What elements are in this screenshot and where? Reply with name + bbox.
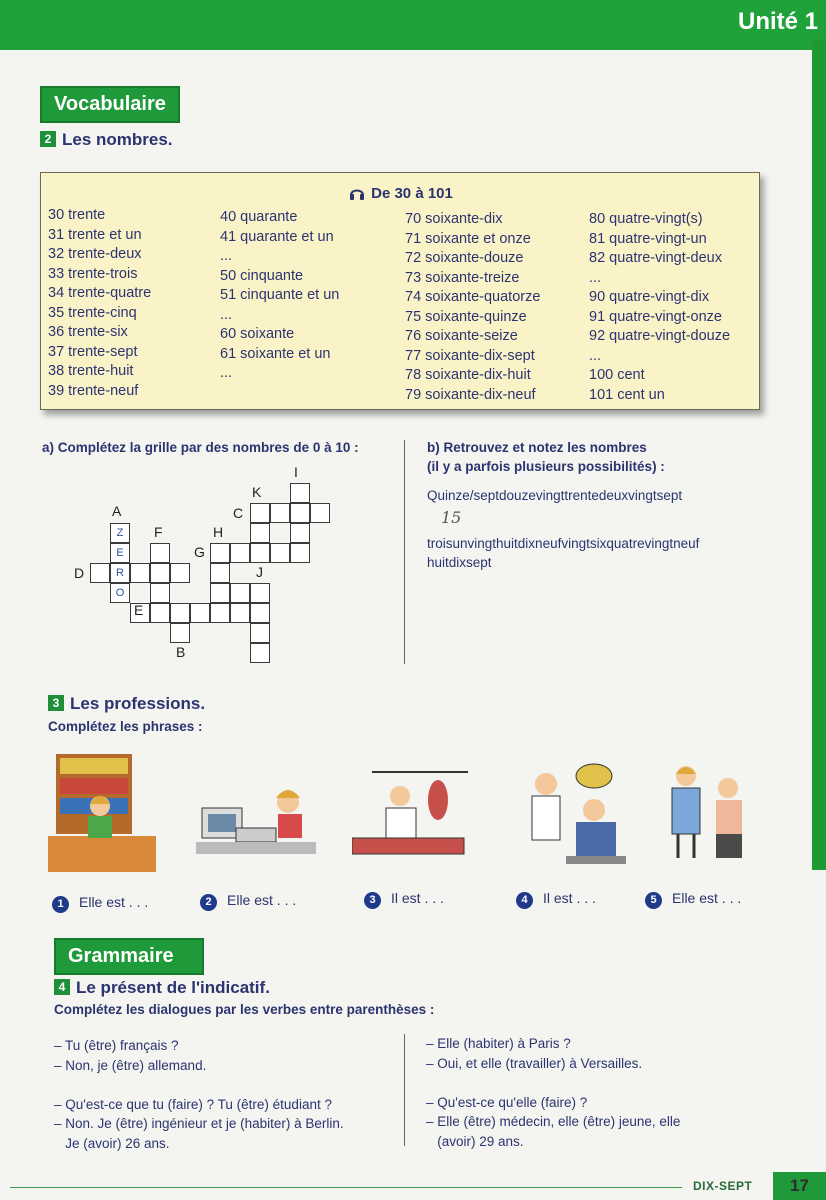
dialogue-line: [426, 1073, 680, 1093]
dialogue-line: – Qu'est-ce que tu (faire) ? Tu (être) étudiant ?: [54, 1096, 332, 1112]
grid-cell[interactable]: [170, 603, 190, 623]
number-string-3: huitdixsept: [427, 555, 492, 570]
grid-cell[interactable]: [170, 623, 190, 643]
grid-cell[interactable]: [210, 563, 230, 583]
number-entry: 41 quarante et un: [220, 228, 334, 245]
handwritten-answer: 15: [441, 508, 462, 527]
grid-cell[interactable]: [290, 483, 310, 503]
number-entry: 61 soixante et un: [220, 345, 331, 362]
exercise-number: 4: [54, 979, 70, 995]
dialogue-line: – Oui, et elle (travailler) à Versailles.: [426, 1055, 643, 1071]
profession-item-5: [645, 890, 741, 909]
number-entry: 81 quatre-vingt-un: [589, 230, 707, 247]
dialogue-line: [54, 1075, 344, 1095]
number-entry: 76 soixante-seize: [405, 328, 518, 344]
item-text: Il est . . .: [543, 890, 596, 906]
number-entry: 74 soixante-quatorze: [405, 289, 541, 305]
grid-cell[interactable]: [290, 523, 310, 543]
grid-cell[interactable]: R: [110, 563, 130, 583]
numbers-col-2: [220, 208, 339, 384]
numbers-col-3: [405, 210, 540, 405]
panel-title-text: De 30 à 101: [371, 185, 453, 202]
exercise-3-heading: [48, 694, 205, 714]
item-text: Il est . . .: [391, 890, 444, 906]
item-text: Elle est . . .: [79, 894, 149, 910]
grammar-instruction: Complétez les dialogues par les verbes entre parenthèses :: [54, 1002, 435, 1017]
page-number: 17: [773, 1172, 826, 1200]
grid-label: D: [74, 565, 85, 581]
butcher-illustration: [352, 766, 474, 864]
number-entry: ...: [589, 347, 602, 364]
number-entry: 70 soixante-dix: [405, 211, 503, 227]
number-entry: 101 cent un: [589, 386, 665, 403]
exercise-title: Le présent de l'indicatif.: [76, 978, 270, 997]
grid-label: B: [176, 644, 186, 660]
number-entry: ...: [589, 269, 602, 286]
profession-item-4: [516, 890, 596, 909]
grid-label: C: [233, 505, 244, 521]
number-entry: 82 quatre-vingt-deux: [589, 250, 722, 266]
profession-item-3: [364, 890, 444, 909]
grid-cell[interactable]: Z: [110, 523, 130, 543]
item-number: 1: [52, 896, 69, 913]
item-number: 5: [645, 892, 662, 909]
grid-cell[interactable]: [290, 503, 310, 523]
dialogue-line: – Non. Je (être) ingénieur et je (habiter) à Berlin.: [54, 1116, 344, 1131]
grid-label: I: [294, 464, 298, 480]
number-entry: 51 cinquante et un: [220, 287, 340, 303]
number-entry: 30 trente: [48, 207, 106, 223]
numbers-col-4: [589, 210, 730, 405]
grid-cell[interactable]: [210, 543, 230, 563]
number-entry: 34 trente-quatre: [48, 285, 152, 301]
number-entry: 91 quatre-vingt-onze: [589, 308, 722, 325]
grid-cell[interactable]: [170, 563, 190, 583]
number-entry: 72 soixante-douze: [405, 250, 524, 266]
dialogue-line: – Elle (être) médecin, elle (être) jeune, elle: [426, 1114, 681, 1129]
grid-cell[interactable]: [150, 583, 170, 603]
number-entry: 80 quatre-vingt(s): [589, 211, 703, 227]
item-text: Elle est . . .: [672, 890, 742, 906]
grid-cell[interactable]: [210, 583, 230, 603]
grid-cell[interactable]: [150, 603, 170, 623]
grid-label: K: [252, 484, 262, 500]
number-entry: 33 trente-trois: [48, 265, 138, 282]
profession-item-2: [200, 892, 296, 911]
number-entry: 75 soixante-quinze: [405, 308, 527, 325]
number-entry: 37 trente-sept: [48, 343, 138, 360]
professions-instruction: Complétez les phrases :: [48, 719, 203, 734]
grid-cell[interactable]: [250, 603, 270, 623]
grid-cell[interactable]: [250, 543, 270, 563]
panel-title: [41, 185, 761, 204]
exercise-number: 3: [48, 695, 64, 711]
dialogue-line: (avoir) 29 ans.: [426, 1133, 524, 1149]
number-entry: 92 quatre-vingt-douze: [589, 328, 731, 344]
number-entry: 79 soixante-dix-neuf: [405, 386, 536, 403]
number-entry: 60 soixante: [220, 326, 295, 342]
grid-label: J: [256, 564, 263, 580]
dentist-illustration: [510, 748, 636, 872]
exercise-4-heading: [54, 978, 270, 998]
grid-cell[interactable]: [130, 563, 150, 583]
number-entry: 39 trente-neuf: [48, 382, 139, 399]
grid-cell[interactable]: [250, 623, 270, 643]
number-entry: 90 quatre-vingt-dix: [589, 289, 710, 305]
headphones-icon: [349, 186, 365, 204]
dialogue-line: – Qu'est-ce qu'elle (faire) ?: [426, 1094, 588, 1110]
number-entry: 31 trente et un: [48, 226, 142, 243]
numbers-col-1: [48, 206, 151, 401]
grid-cell[interactable]: E: [110, 543, 130, 563]
column-divider: [404, 440, 405, 664]
number-entry: 40 quarante: [220, 209, 298, 225]
number-entry: 32 trente-deux: [48, 246, 142, 262]
dialogue-line: Je (avoir) 26 ans.: [54, 1135, 170, 1151]
grid-cell[interactable]: [150, 563, 170, 583]
number-entry: ...: [220, 365, 233, 381]
grid-cell[interactable]: [250, 503, 270, 523]
doctor-illustration: [646, 762, 758, 864]
grid-label: F: [154, 524, 163, 540]
grid-cell[interactable]: [230, 603, 250, 623]
grid-cell[interactable]: [230, 543, 250, 563]
exercise-title: Les nombres.: [62, 130, 173, 149]
exercise-2-heading: [40, 130, 173, 150]
grid-cell[interactable]: O: [110, 583, 130, 603]
grid-label: G: [194, 544, 205, 560]
exercise-number: 2: [40, 131, 56, 147]
grid-cell[interactable]: [210, 603, 230, 623]
grid-cell[interactable]: [250, 523, 270, 543]
grid-cell[interactable]: [230, 583, 250, 603]
number-entry: ...: [220, 306, 233, 323]
dialogue-line: – Non, je (être) allemand.: [54, 1057, 207, 1073]
grid-cell[interactable]: [270, 543, 290, 563]
grid-cell[interactable]: [250, 583, 270, 603]
number-entry: 73 soixante-treize: [405, 269, 520, 286]
number-entry: 100 cent: [589, 367, 645, 383]
grid-cell[interactable]: [310, 503, 330, 523]
dialogue-divider: [404, 1034, 405, 1146]
number-entry: ...: [220, 248, 233, 264]
secretary-illustration: [196, 780, 316, 862]
grid-label: H: [213, 524, 224, 540]
number-entry: 78 soixante-dix-huit: [405, 367, 531, 383]
vocabulaire-tag: Vocabulaire: [40, 86, 180, 123]
side-color-bar: [812, 40, 826, 870]
librarian-illustration: [48, 748, 160, 880]
exercise-title: Les professions.: [70, 694, 206, 713]
profession-item-1: [52, 894, 148, 913]
grid-cell[interactable]: [290, 543, 310, 563]
number-string-1: Quinze/septdouzevingttrentedeuxvingtsept: [427, 488, 683, 503]
grid-cell[interactable]: [150, 543, 170, 563]
item-number: 4: [516, 892, 533, 909]
item-number: 2: [200, 894, 217, 911]
number-entry: 50 cinquante: [220, 267, 304, 284]
footer-line: [10, 1187, 682, 1188]
unit-title: Unité 1: [737, 8, 818, 35]
numbers-panel: [40, 172, 760, 410]
number-entry: 71 soixante et onze: [405, 230, 531, 247]
page-word: DIX-SEPT: [693, 1179, 753, 1193]
number-entry: 38 trente-huit: [48, 363, 134, 379]
item-text: Elle est . . .: [227, 892, 297, 908]
number-string-2: troisunvingthuitdixneufvingtsixquatrevingtneuf: [427, 536, 700, 551]
number-entry: 36 trente-six: [48, 324, 128, 340]
dialogue-right: [426, 1034, 680, 1151]
item-number: 3: [364, 892, 381, 909]
grammaire-tag: Grammaire: [54, 938, 204, 975]
grid-cell[interactable]: [250, 643, 270, 663]
grid-cell[interactable]: [270, 503, 290, 523]
find-instruction-2: (il y a parfois plusieurs possibilités) :: [427, 459, 665, 474]
dialogue-left: [54, 1036, 344, 1153]
grid-instruction: a) Complétez la grille par des nombres de 0 à 10 :: [42, 440, 359, 455]
grid-cell[interactable]: [190, 603, 210, 623]
number-entry: 77 soixante-dix-sept: [405, 347, 535, 364]
find-instruction-1: b) Retrouvez et notez les nombres: [427, 440, 647, 455]
grid-label: E: [134, 602, 144, 618]
grid-label: A: [112, 503, 122, 519]
header-bar: [0, 0, 826, 50]
dialogue-line: – Tu (être) français ?: [54, 1038, 179, 1053]
dialogue-line: – Elle (habiter) à Paris ?: [426, 1036, 571, 1051]
number-entry: 35 trente-cinq: [48, 304, 137, 321]
grid-cell[interactable]: [90, 563, 110, 583]
